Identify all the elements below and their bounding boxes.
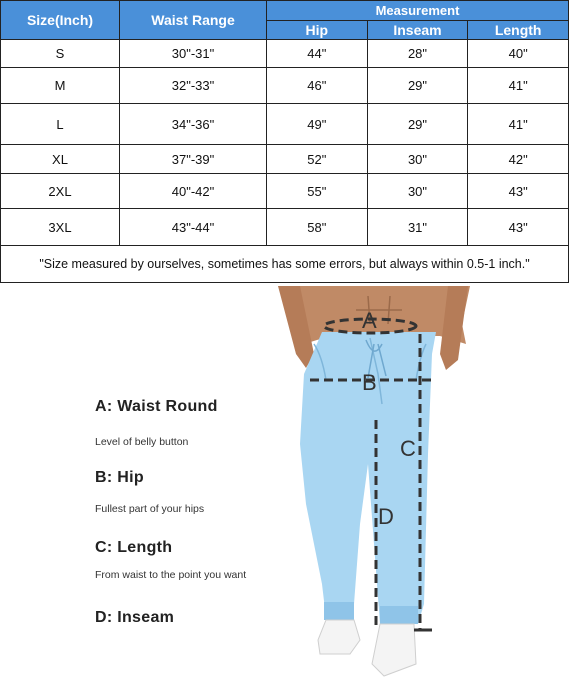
pants-model-figure: [270, 284, 510, 680]
cell-length: 43": [468, 209, 569, 246]
cell-waist: 32"-33": [120, 68, 267, 104]
cell-inseam: 29": [367, 68, 468, 104]
cell-inseam: 30": [367, 174, 468, 209]
table-row: [1, 104, 569, 145]
cell-waist: 30"-31": [120, 40, 267, 68]
table-row: [1, 145, 569, 174]
cell-length: 42": [468, 145, 569, 174]
cell-size: 3XL: [1, 209, 120, 246]
cell-size: M: [1, 68, 120, 104]
table-row: [1, 68, 569, 104]
header-measurement: Measurement: [267, 1, 569, 21]
cell-hip: 46": [267, 68, 368, 104]
left-shoe: [318, 620, 360, 654]
marker-d: D: [378, 504, 394, 529]
left-cuff: [324, 602, 354, 620]
cell-size: XL: [1, 145, 120, 174]
cell-inseam: 31": [367, 209, 468, 246]
table-row: [1, 209, 569, 246]
guide-waist-desc: Level of belly button: [95, 436, 189, 448]
cell-size: 2XL: [1, 174, 120, 209]
table-note-row: [1, 246, 569, 283]
cell-hip: 44": [267, 40, 368, 68]
cell-length: 41": [468, 68, 569, 104]
header-hip: Hip: [267, 21, 368, 40]
cell-waist: 40"-42": [120, 174, 267, 209]
right-shoe: [372, 624, 416, 676]
header-waist-range: Waist Range: [120, 1, 267, 40]
cell-waist: 34"-36": [120, 104, 267, 145]
guide-length-desc: From waist to the point you want: [95, 569, 247, 581]
cell-hip: 49": [267, 104, 368, 145]
cell-length: 43": [468, 174, 569, 209]
marker-b: B: [362, 370, 377, 395]
marker-c: C: [400, 436, 416, 461]
guide-inseam-title: D: Inseam: [95, 609, 175, 626]
cell-inseam: 28": [367, 40, 468, 68]
header-size: Size(Inch): [1, 1, 120, 40]
marker-a: A: [362, 308, 377, 333]
guide-length-title: C: Length: [95, 539, 173, 556]
table-row: [1, 174, 569, 209]
cell-hip: 52": [267, 145, 368, 174]
right-cuff: [380, 606, 418, 624]
header-length: Length: [468, 21, 569, 40]
table-row: [1, 40, 569, 68]
size-chart-table: [0, 0, 569, 283]
header-inseam: Inseam: [367, 21, 468, 40]
cell-size: L: [1, 104, 120, 145]
guide-waist-title: A: Waist Round: [95, 398, 218, 415]
pants-illustration: [270, 284, 510, 680]
guide-hip-title: B: Hip: [95, 469, 144, 486]
cell-waist: 43"-44": [120, 209, 267, 246]
cell-hip: 55": [267, 174, 368, 209]
guide-hip-desc: Fullest part of your hips: [95, 503, 205, 515]
cell-hip: 58": [267, 209, 368, 246]
cell-waist: 37"-39": [120, 145, 267, 174]
cell-inseam: 29": [367, 104, 468, 145]
cell-length: 41": [468, 104, 569, 145]
cell-length: 40": [468, 40, 569, 68]
cell-inseam: 30": [367, 145, 468, 174]
size-note: "Size measured by ourselves, sometimes has some errors, but always within 0.5-1 inch.": [1, 246, 569, 283]
cell-size: S: [1, 40, 120, 68]
